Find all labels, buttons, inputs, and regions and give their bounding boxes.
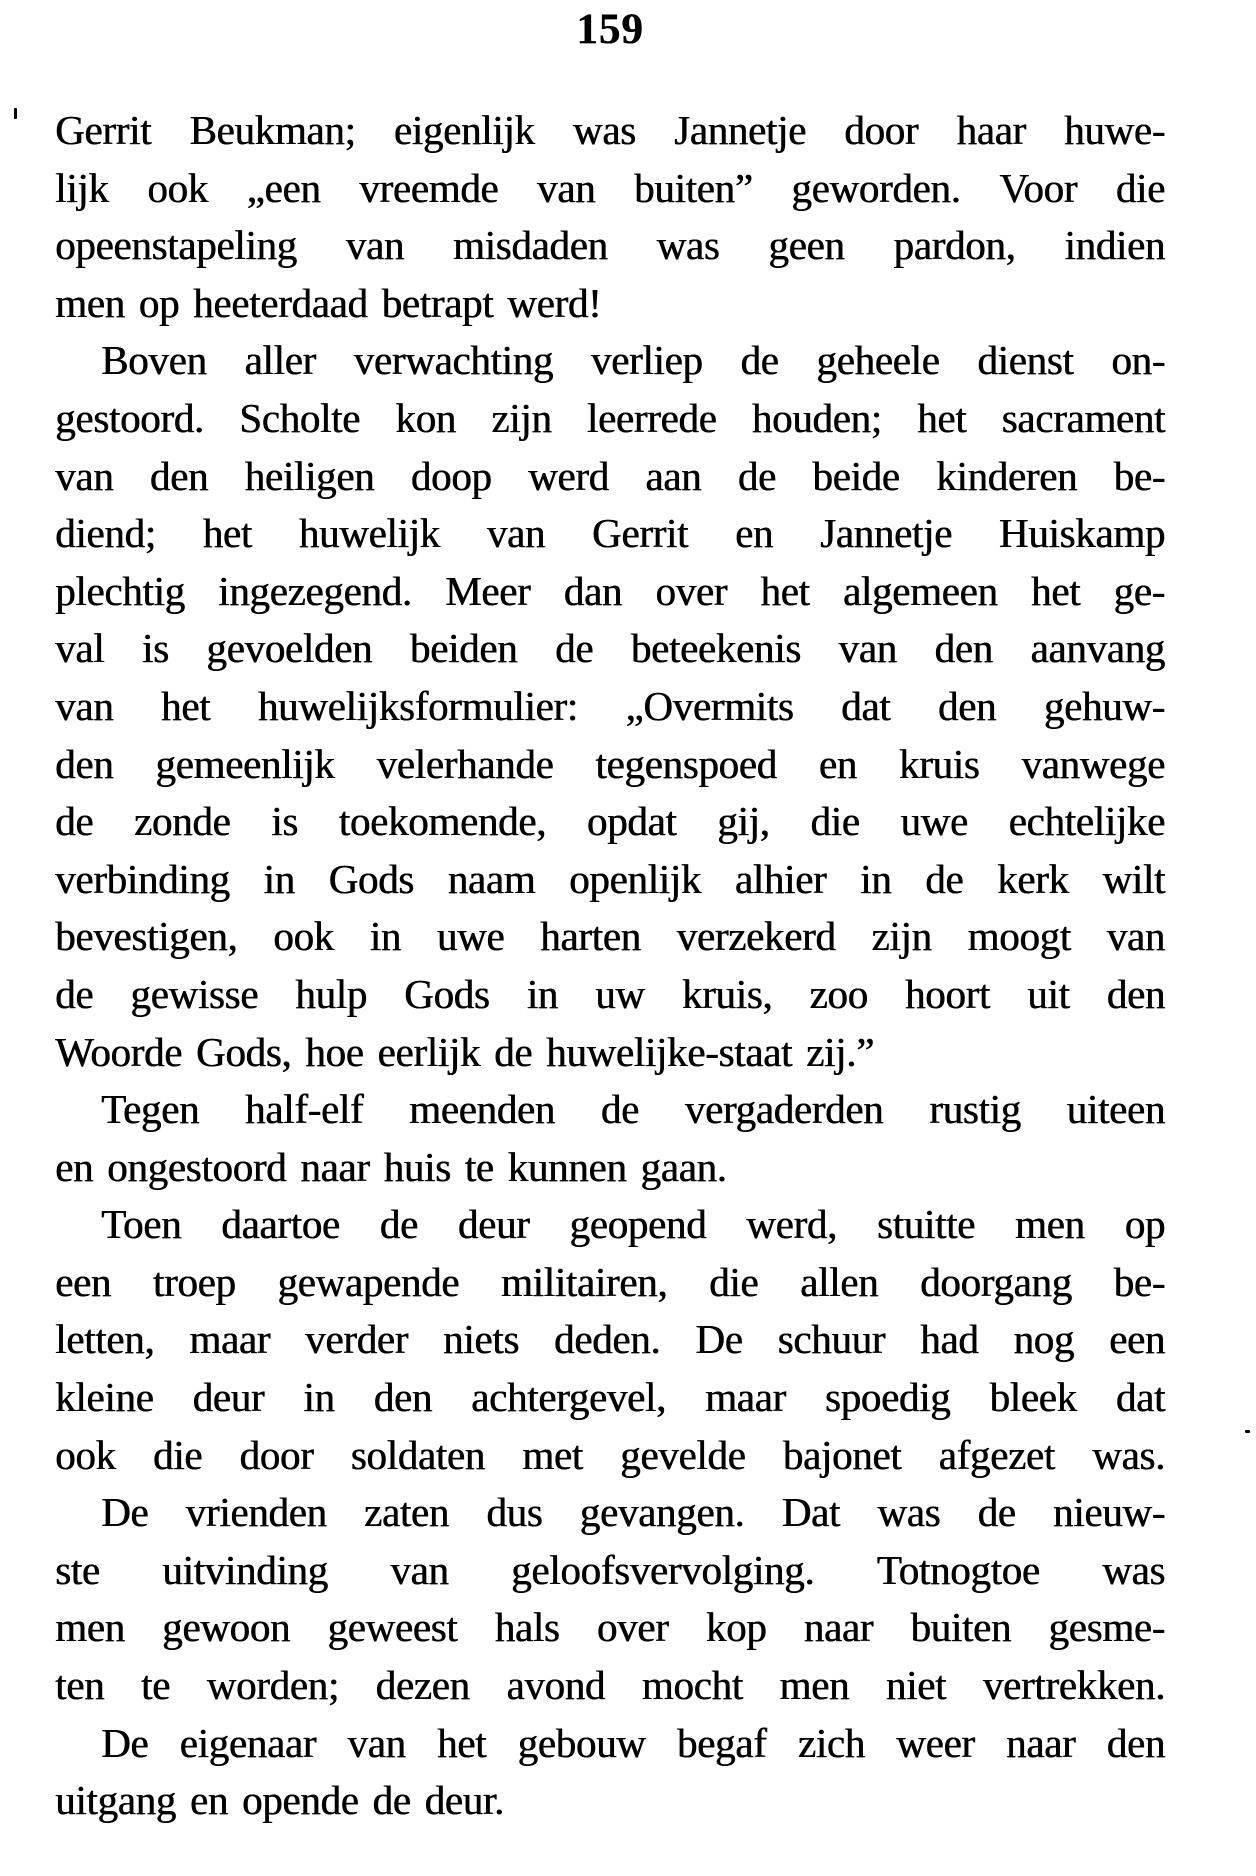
word: zonde: [133, 798, 231, 845]
word: zijn: [491, 394, 552, 441]
word: zich: [797, 1719, 865, 1766]
word: de: [740, 337, 779, 384]
scan-artifact: [1245, 1430, 1250, 1433]
text-line: [55, 1657, 1165, 1715]
word: met: [522, 1431, 583, 1478]
word: verliep: [590, 337, 703, 384]
word: stuitte: [876, 1201, 975, 1248]
word: uw: [595, 970, 645, 1017]
word: van: [486, 510, 546, 557]
word: vreemde: [359, 164, 499, 211]
word: men: [1014, 1201, 1085, 1248]
word: in: [526, 970, 558, 1017]
word: gewapende: [277, 1258, 460, 1305]
word: val: [55, 625, 105, 672]
word: leerrede: [586, 394, 717, 441]
word: door: [844, 107, 919, 153]
text-line: [55, 908, 1165, 966]
word: uiteen: [1066, 1086, 1165, 1133]
text-line: [55, 102, 1165, 160]
text-line: uitgang en opende de deur.: [55, 1777, 504, 1824]
word: deden.: [553, 1316, 661, 1363]
word: schuur: [777, 1316, 886, 1363]
word: beide: [812, 452, 900, 499]
word: eigenaar: [179, 1719, 316, 1766]
word: be-: [1113, 452, 1165, 499]
word: on-: [1111, 337, 1165, 384]
word: werd: [527, 452, 609, 499]
word: was.: [1092, 1431, 1165, 1478]
word: gesme-: [1048, 1604, 1165, 1651]
text-line: [55, 505, 1165, 563]
word: beteekenis: [630, 625, 801, 672]
word: men: [55, 1604, 125, 1651]
word: de: [925, 855, 964, 902]
word: niets: [442, 1316, 519, 1363]
word: velerhande: [376, 740, 554, 787]
text-line: [55, 1599, 1165, 1657]
word: echtelijke: [1008, 798, 1165, 845]
scan-artifact: [14, 108, 17, 119]
text-line: [55, 1542, 1165, 1600]
word: in: [369, 913, 401, 960]
word: tegenspoed: [595, 740, 777, 787]
word: sacrament: [1001, 394, 1165, 441]
text-line: [55, 563, 1165, 621]
word: afgezet: [938, 1431, 1055, 1478]
word: het: [202, 510, 252, 557]
word: De: [101, 1489, 149, 1536]
word: deur: [457, 1201, 530, 1248]
word: moogt: [967, 913, 1071, 960]
word: kruis: [898, 740, 980, 787]
word: Tegen: [101, 1086, 200, 1133]
word: was: [656, 222, 720, 269]
word: zoo: [809, 970, 868, 1017]
word: werd,: [746, 1201, 837, 1248]
word: „Overmits: [625, 682, 794, 729]
word: houden;: [751, 394, 882, 441]
word: van: [1106, 913, 1165, 960]
word: Beukman;: [189, 107, 356, 153]
word: indien: [1064, 222, 1165, 269]
word: worden;: [206, 1662, 339, 1709]
word: den: [1106, 970, 1165, 1017]
word: begaf: [676, 1719, 767, 1766]
word: kon: [395, 394, 456, 441]
word: De: [695, 1316, 743, 1363]
word: de: [977, 1489, 1016, 1536]
word: daartoe: [221, 1201, 340, 1248]
paragraph: [55, 102, 1165, 332]
word: den: [373, 1374, 432, 1421]
word: toekomende,: [338, 798, 546, 845]
word: van: [55, 682, 114, 729]
word: een: [1108, 1316, 1165, 1363]
text-line: en ongestoord naar huis te kunnen gaan.: [55, 1143, 727, 1190]
paragraph: [55, 1715, 1165, 1830]
word: opeenstapeling: [55, 222, 297, 269]
text-line: [55, 793, 1165, 851]
paragraph: [55, 1484, 1165, 1714]
word: vertrekken.: [982, 1662, 1165, 1709]
word: had: [920, 1316, 979, 1363]
text-line: [55, 736, 1165, 794]
word: kop: [705, 1604, 767, 1651]
word: gehuw-: [1043, 682, 1165, 729]
word: alhier: [734, 855, 827, 902]
word: vrienden: [185, 1489, 327, 1536]
word: verbinding: [55, 855, 230, 902]
word: door: [239, 1431, 314, 1478]
word: de: [55, 798, 94, 845]
text-line: [55, 1196, 1165, 1254]
word: nieuw-: [1052, 1489, 1165, 1536]
word: Dat: [781, 1489, 840, 1536]
word: over: [655, 567, 727, 614]
word: kinderen: [936, 452, 1078, 499]
word: ook: [273, 913, 334, 960]
word: uwe: [436, 913, 505, 960]
word: Gods: [328, 855, 414, 902]
word: hals: [494, 1604, 560, 1651]
word: huwelijksformulier:: [257, 682, 578, 729]
word: zijn: [871, 913, 932, 960]
word: buiten”: [633, 164, 753, 211]
word: den: [55, 740, 114, 787]
text-line: [55, 1081, 1165, 1139]
text-line: [55, 678, 1165, 736]
word: gevangen.: [579, 1489, 745, 1536]
word: doop: [410, 452, 492, 499]
word: uwe: [900, 798, 968, 845]
word: gevoelden: [206, 625, 373, 672]
text-block: [55, 102, 1165, 1830]
word: verwachting: [353, 337, 553, 384]
word: was: [877, 1489, 941, 1536]
word: avond: [506, 1662, 606, 1709]
word: Toen: [101, 1201, 182, 1248]
word: de: [55, 970, 94, 1017]
word: bevestigen,: [55, 913, 238, 960]
word: dat: [841, 682, 891, 729]
word: lijk: [55, 164, 109, 211]
word: was: [572, 107, 636, 153]
word: vergaderden: [684, 1086, 884, 1133]
word: vanwege: [1021, 740, 1165, 787]
word: aanvang: [1030, 625, 1165, 672]
word: Gods: [404, 970, 490, 1017]
word: bajonet: [782, 1431, 902, 1478]
word: gij,: [717, 798, 770, 845]
word: gevelde: [620, 1431, 746, 1478]
word: van: [838, 625, 897, 672]
word: Jannetje: [673, 107, 806, 153]
word: de: [379, 1201, 418, 1248]
word: het: [760, 567, 810, 614]
word: maar: [704, 1374, 786, 1421]
word: aan: [645, 452, 702, 499]
word: ook: [55, 1431, 116, 1478]
word: half-elf: [244, 1086, 364, 1133]
text-line: [55, 1427, 1165, 1485]
word: van: [345, 222, 404, 269]
word: bleek: [989, 1374, 1077, 1421]
word: ook: [147, 164, 208, 211]
word: te: [140, 1662, 170, 1709]
word: den: [937, 682, 997, 729]
word: gewisse: [130, 970, 258, 1017]
word: was: [1102, 1546, 1165, 1593]
word: Totnogtoe: [876, 1546, 1040, 1593]
paragraph: [55, 332, 1165, 1081]
paragraph: [55, 1196, 1165, 1484]
word: geweest: [327, 1604, 458, 1651]
word: het: [917, 394, 967, 441]
word: die: [1115, 164, 1165, 211]
word: soldaten: [350, 1431, 485, 1478]
word: Gerrit: [55, 107, 152, 153]
word: in: [263, 855, 295, 902]
word: plechtig: [55, 567, 185, 614]
word: gebouw: [517, 1719, 646, 1766]
word: van: [347, 1719, 406, 1766]
word: gemeenlijk: [155, 740, 335, 787]
word: ste: [55, 1546, 100, 1593]
word: naar: [1005, 1719, 1076, 1766]
word: beiden: [409, 625, 518, 672]
word: niet: [885, 1662, 947, 1709]
word: be-: [1113, 1258, 1165, 1305]
word: wilt: [1102, 855, 1165, 902]
word: ingezegend.: [218, 567, 412, 614]
word: opdat: [586, 798, 677, 845]
text-line: [55, 1369, 1165, 1427]
word: mocht: [641, 1662, 743, 1709]
word: meenden: [409, 1086, 555, 1133]
word: de: [600, 1086, 639, 1133]
word: pardon,: [893, 222, 1016, 269]
word: naam: [447, 855, 536, 902]
text-line: [55, 332, 1165, 390]
word: achtergevel,: [471, 1374, 666, 1421]
word: haar: [956, 107, 1026, 153]
word: hoort: [904, 970, 990, 1017]
word: Scholte: [239, 394, 360, 441]
word: ten: [55, 1662, 105, 1709]
word: dienst: [977, 337, 1074, 384]
word: van: [390, 1546, 449, 1593]
word: Huiskamp: [998, 510, 1165, 557]
paragraph: [55, 1081, 1165, 1196]
word: doorgang: [919, 1258, 1072, 1305]
text-line: [55, 1484, 1165, 1542]
word: den: [149, 452, 209, 499]
word: Gerrit: [591, 510, 689, 557]
word: Jannetje: [819, 510, 952, 557]
word: misdaden: [452, 222, 608, 269]
word: men: [779, 1662, 850, 1709]
page-number: 159: [576, 6, 644, 53]
word: het: [436, 1719, 487, 1766]
word: over: [596, 1604, 669, 1651]
word: gestoord.: [55, 394, 204, 441]
word: rustig: [929, 1086, 1021, 1133]
word: dezen: [375, 1662, 470, 1709]
word: huwe-: [1064, 107, 1165, 153]
word: de: [554, 625, 594, 672]
word: die: [709, 1258, 759, 1305]
word: kruis,: [681, 970, 773, 1017]
word: Meer: [445, 567, 531, 614]
word: Boven: [101, 337, 207, 384]
word: den: [934, 625, 993, 672]
word: gewoon: [162, 1604, 291, 1651]
word: weer: [896, 1719, 975, 1766]
word: geopend: [569, 1201, 707, 1248]
word: van: [55, 452, 114, 499]
word: dus: [486, 1489, 543, 1536]
word: den: [1106, 1719, 1165, 1766]
text-line: [55, 966, 1165, 1024]
word: verzekerd: [676, 913, 836, 960]
word: geheele: [816, 337, 940, 384]
word: Voor: [999, 164, 1077, 211]
word: dan: [563, 567, 622, 614]
word: heiligen: [244, 452, 375, 499]
word: diend;: [55, 510, 156, 557]
word: is: [141, 625, 169, 672]
word: deur: [192, 1374, 265, 1421]
word: kerk: [996, 855, 1069, 902]
word: uitvinding: [162, 1546, 328, 1593]
word: is: [271, 798, 298, 845]
text-line: men op heeterdaad betrapt werd!: [55, 279, 602, 326]
word: en: [818, 740, 857, 787]
word: huwelijk: [298, 510, 440, 557]
word: dat: [1115, 1374, 1165, 1421]
word: eigenlijk: [393, 107, 535, 153]
text-line: [55, 390, 1165, 448]
text-line: [55, 160, 1165, 218]
word: letten,: [55, 1316, 155, 1363]
word: harten: [540, 913, 641, 960]
word: in: [303, 1374, 335, 1421]
word: het: [1030, 567, 1081, 614]
word: algemeen: [842, 567, 998, 614]
word: „een: [246, 164, 321, 211]
word: een: [55, 1258, 111, 1305]
word: militairen,: [500, 1258, 668, 1305]
word: op: [1124, 1201, 1165, 1248]
text-line: [55, 448, 1165, 506]
word: in: [860, 855, 892, 902]
word: geloofsvervolging.: [511, 1546, 815, 1593]
word: allen: [800, 1258, 879, 1305]
text-line: [55, 851, 1165, 909]
word: De: [101, 1719, 149, 1766]
word: buiten: [910, 1604, 1012, 1651]
word: geen: [768, 222, 845, 269]
word: maar: [189, 1316, 270, 1363]
word: die: [810, 798, 860, 845]
word: geworden.: [791, 164, 961, 211]
word: hulp: [295, 970, 367, 1017]
word: naar: [803, 1604, 874, 1651]
word: nog: [1013, 1316, 1074, 1363]
text-line: [55, 1254, 1165, 1312]
word: zaten: [363, 1489, 449, 1536]
text-line: [55, 620, 1165, 678]
word: de: [737, 452, 776, 499]
word: troep: [152, 1258, 236, 1305]
text-line: [55, 217, 1165, 275]
text-line: [55, 1311, 1165, 1369]
word: aller: [244, 337, 316, 384]
text-line: [55, 1715, 1165, 1773]
word: ge-: [1113, 567, 1165, 614]
word: verder: [305, 1316, 408, 1363]
text-line: Woorde Gods, hoe eerlijk de huwelijke-staat zij.”: [55, 1028, 874, 1075]
word: van: [536, 164, 596, 211]
word: spoedig: [824, 1374, 951, 1421]
word: uit: [1027, 970, 1070, 1017]
word: en: [734, 510, 774, 557]
word: openlijk: [568, 855, 701, 902]
word: kleine: [55, 1374, 154, 1421]
word: het: [160, 682, 211, 729]
word: die: [152, 1431, 203, 1478]
